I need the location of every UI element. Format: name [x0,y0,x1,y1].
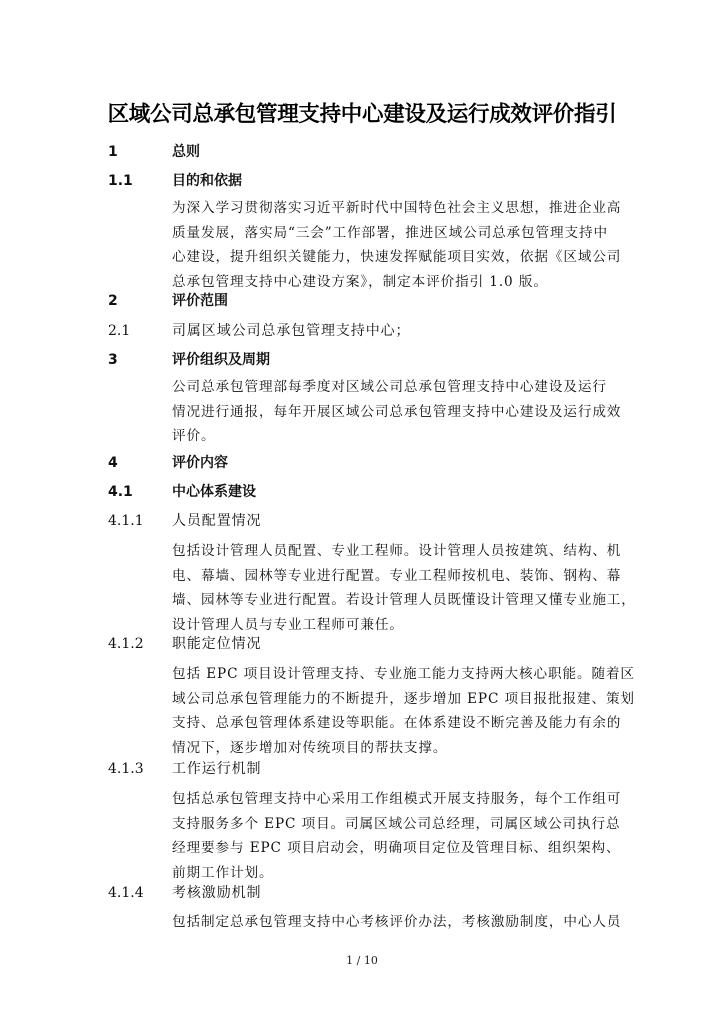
section-title: 考核激励机制 [172,885,262,901]
paragraph-line: 设计管理人员与专业工程师可兼任。 [172,616,404,633]
paragraph-line: 公司总承包管理部每季度对区域公司总承包管理支持中心建设及运行 [172,379,607,395]
section-number: 4.1.2 [108,636,144,652]
paragraph-staffing [172,539,636,637]
paragraph-evaluation-cycle [172,375,622,449]
paragraph-line: 总承包管理支持中心建设方案》，制定本评价指引 1.0 版。 [172,273,548,290]
document-title: 区域公司总承包管理支持中心建设及运行成效评价指引 [107,102,617,127]
section-title: 职能定位情况 [172,636,262,652]
section-title: 人员配置情况 [172,513,262,529]
section-title: 评价组织及周期 [172,352,270,368]
section-number: 3 [108,352,118,368]
section-number: 2.1 [108,323,131,339]
paragraph-line: 包括 EPC 项目设计管理支持、专业施工能力支持两大核心职能。随着区 [172,666,635,682]
paragraph-line: 电、幕墙、园林等专业进行配置。专业工程师按机电、装饰、钢构、幕 [172,567,622,584]
paragraph-operating-mechanism [172,787,622,885]
section-title: 工作运行机制 [172,761,262,777]
section-title: 中心体系建设 [172,484,256,500]
paragraph-line: 域公司总承包管理能力的不断提升，逐步增加 EPC 项目报批报建、策划 [172,690,635,707]
section-title: 评价范围 [172,293,228,309]
paragraph-line: 墙、园林等专业进行配置。若设计管理人员既懂设计管理又懂专业施工， [172,592,636,609]
paragraph-line: 支持服务多个 EPC 项目。司属区域公司总经理，司属区域公司执行总 [172,815,621,832]
section-number: 4.1.1 [108,513,144,529]
section-number: 4.1 [108,484,133,500]
paragraph-line: 包括制定总承包管理支持中心考核评价办法，考核激励制度，中心人员 [172,914,622,930]
paragraph-line: 前期工作计划。 [172,864,274,881]
paragraph-line: 包括总承包管理支持中心采用工作组模式开展支持服务，每个工作组可 [172,791,622,807]
paragraph-line: 经理要参与 EPC 项目启动会，明确项目定位及管理目标、组织架构、 [172,840,621,857]
section-title: 总则 [172,144,200,160]
section-number: 4.1.4 [108,885,144,901]
section-number: 1.1 [108,173,133,189]
section-title: 评价内容 [172,455,228,471]
section-number: 2 [108,293,118,309]
section-title: 司属区域公司总承包管理支持中心； [172,323,411,339]
paragraph-incentive-mechanism [172,910,622,935]
paragraph-line: 支持、总承包管理体系建设等职能。在体系建设不断完善及能力有余的 [172,715,622,732]
paragraph-function-positioning [172,662,635,760]
paragraph-purpose [172,196,622,294]
paragraph-line: 评价。 [172,428,216,445]
section-title: 目的和依据 [172,173,242,189]
page-number: 1 / 10 [346,954,378,967]
paragraph-line: 情况下，逐步增加对传统项目的帮扶支撑。 [172,739,448,756]
paragraph-line: 为深入学习贯彻落实习近平新时代中国特色社会主义思想，推进企业高 [172,200,622,216]
paragraph-line: 情况进行通报，每年开展区域公司总承包管理支持中心建设及运行成效 [172,403,622,420]
section-number: 4 [108,455,118,471]
section-number: 1 [108,144,118,160]
paragraph-line: 心建设，提升组织关键能力，快速发挥赋能项目实效，依据《区域公司 [172,249,622,266]
paragraph-line: 质量发展，落实局“三会”工作部署，推进区域公司总承包管理支持中 [172,224,609,241]
paragraph-line: 包括设计管理人员配置、专业工程师。设计管理人员按建筑、结构、机 [172,543,622,559]
section-number: 4.1.3 [108,761,144,777]
